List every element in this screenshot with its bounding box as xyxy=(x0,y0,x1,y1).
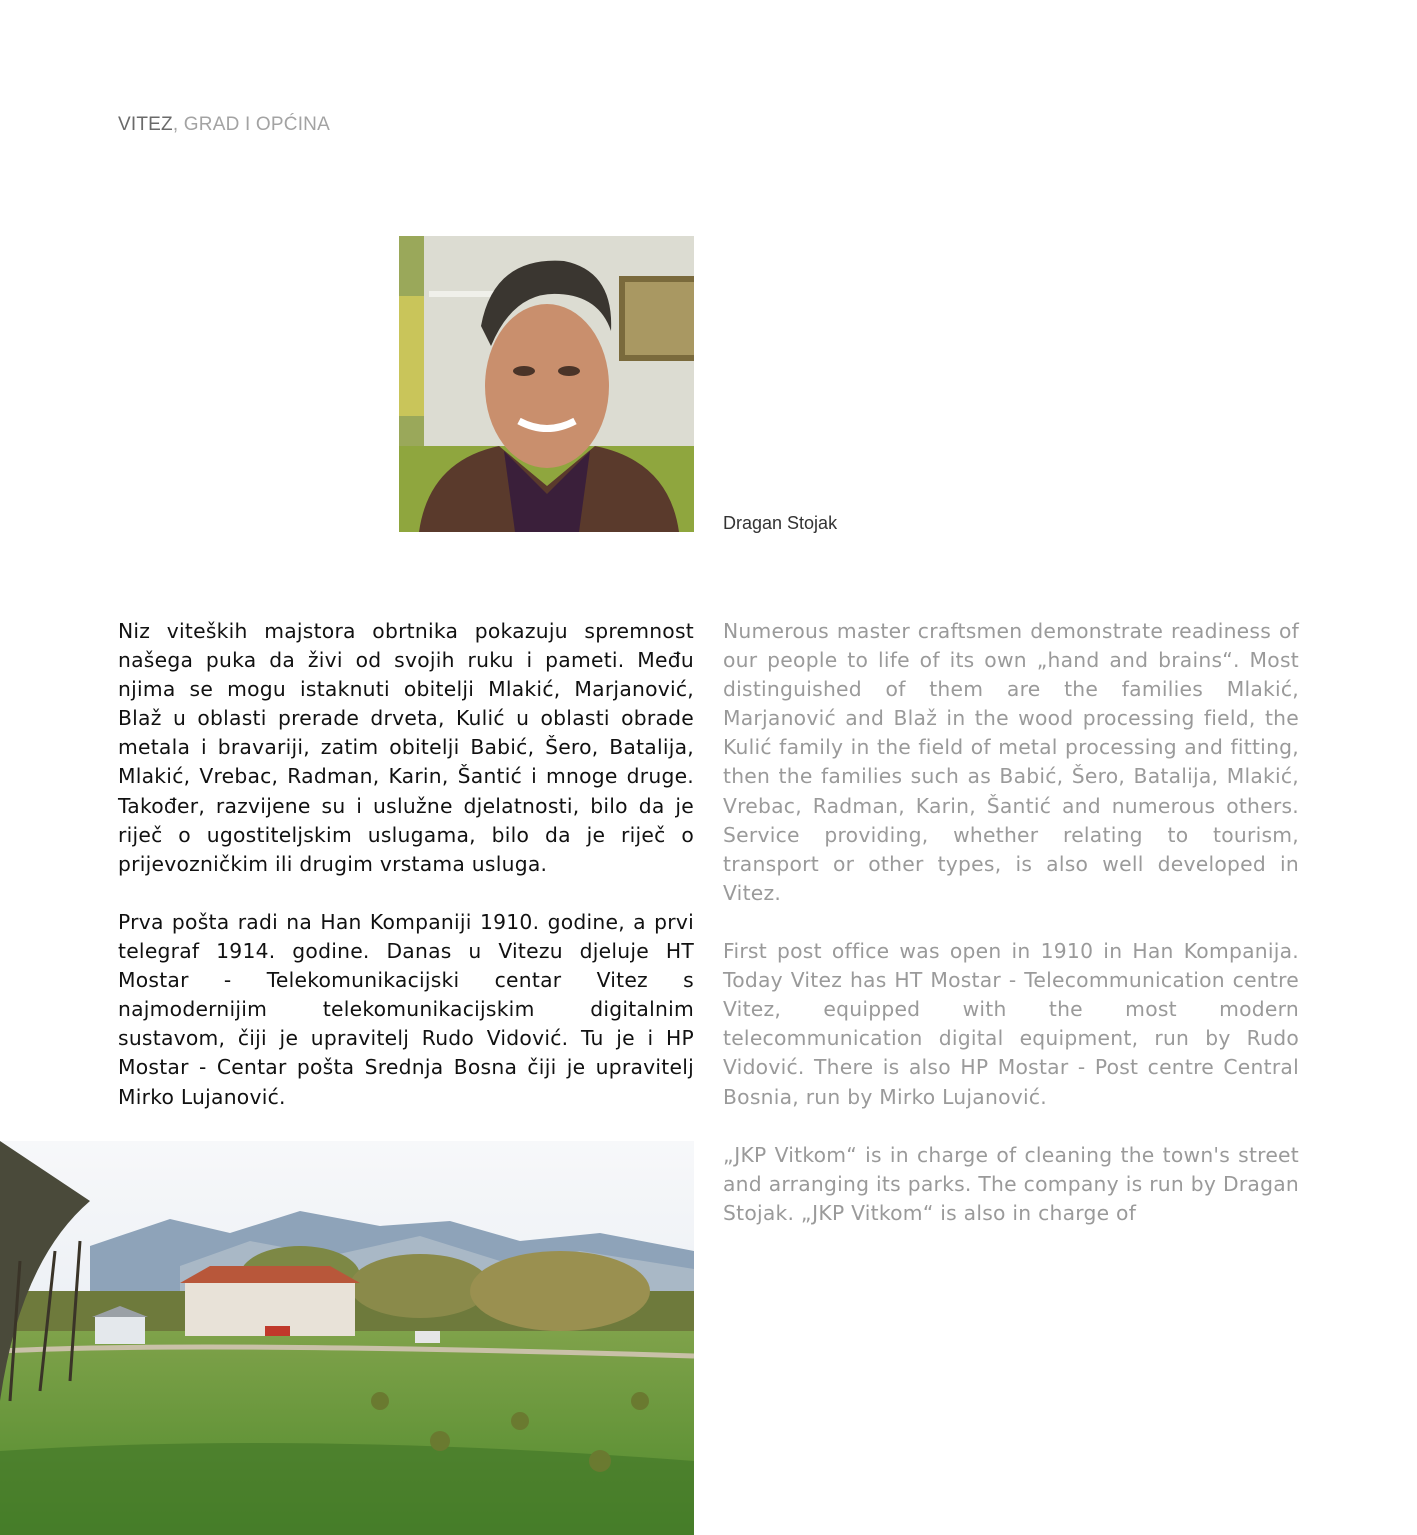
english-paragraph: Numerous master craftsmen demonstrate readiness of our people to life of its own „hand and brains“. Most distinguished of them are the families Mlakić, Marjanović and Blaž in the wood processing field, the Kulić family in the field of metal processing and fitting, then the families such as Babić, Šero, Batalija, Mlakić, Vrebac, Radman, Karin, Šantić and numerous others. Service providing, whether relating to tourism, transport or other types, is also well developed in Vitez. xyxy=(723,619,1299,905)
croatian-paragraph: Prva pošta radi na Han Kompaniji 1910. godine, a prvi telegraf 1914. godine. Danas u Vitezu djeluje HT Mostar - Telekomunikacijski centar Vitez s najmodernijim telekomunikacijskim digitalnim sustavom, čiji je upravitelj Rudo Vidović. Tu je i HP Mostar - Centar pošta Srednja Bosna čiji je upravitelj Mirko Lujanović. xyxy=(118,909,694,1109)
page-header xyxy=(118,114,330,136)
english-paragraph: First post office was open in 1910 in Han Kompanija. Today Vitez has HT Mostar - Telecommunication centre Vitez, equipped with the most modern telecommunication digital equipment, run by Rudo Vidović. There is also HP Mostar - Post centre Central Bosnia, run by Mirko Lujanović. xyxy=(723,939,1299,1109)
english-text-column xyxy=(723,617,1299,1257)
croatian-text-column xyxy=(118,617,694,1141)
landscape-photo xyxy=(0,1141,694,1535)
portrait-photo xyxy=(399,236,694,532)
croatian-paragraph: Niz viteških majstora obrtnika pokazuju spremnost našega puka da živi od svojih ruku i pameti. Među njima se mogu istaknuti obitelji Mlakić, Marjanović, Blaž u oblasti prerade drveta, Kulić u oblasti obrade metala i bravariji, zatim obitelji Babić, Šero, Batalija, Mlakić, Vrebac, Radman, Karin, Šantić i mnoge druge. Također, razvijene su i uslužne djelatnosti, bilo da je riječ o ugostiteljskim uslugama, bilo da je riječ o prijevozničkim ili drugim vrstama usluga. xyxy=(118,619,694,876)
header-title-light: , GRAD I OPĆINA xyxy=(172,114,330,135)
english-paragraph: „JKP Vitkom“ is in charge of cleaning the town's street and arranging its parks. The company is run by Dragan Stojak. „JKP Vitkom“ is also in charge of xyxy=(723,1142,1299,1225)
header-title-strong: VITEZ xyxy=(118,114,173,135)
portrait-caption: Dragan Stojak xyxy=(723,513,838,533)
